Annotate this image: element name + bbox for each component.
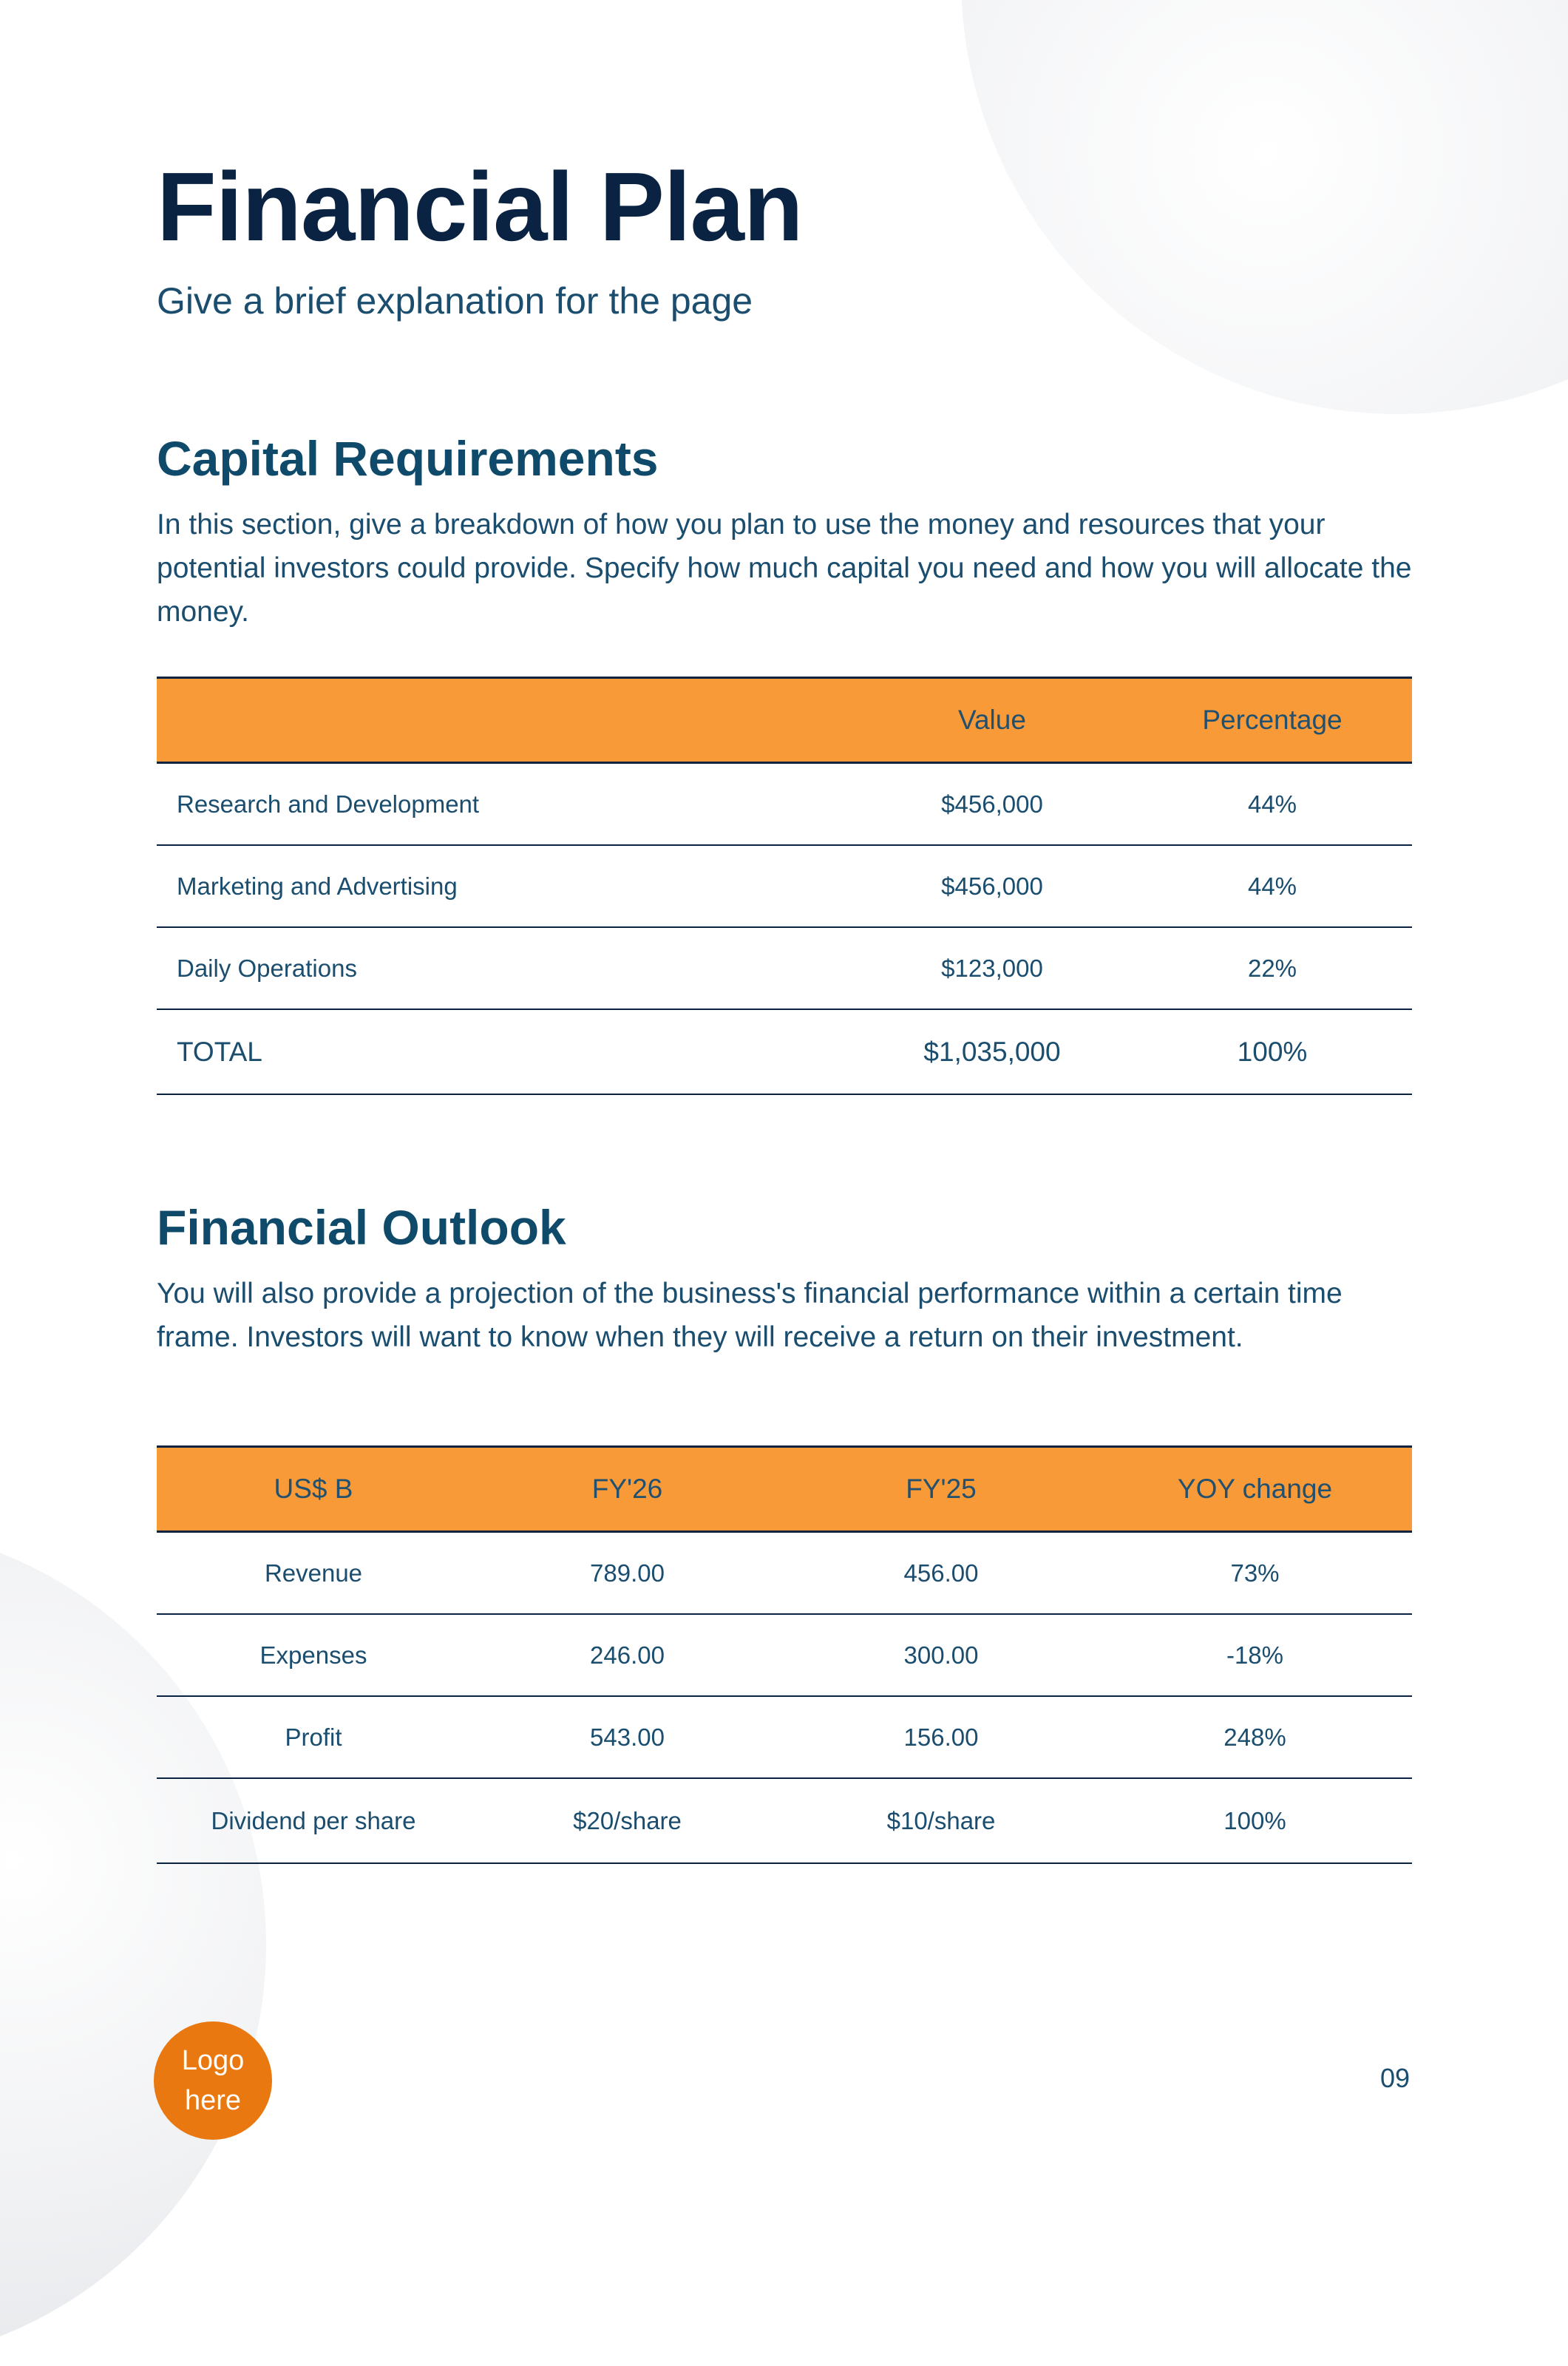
table-row (157, 1696, 1412, 1778)
row-fy26: 246.00 (470, 1614, 784, 1696)
page-number: 09 (1380, 2063, 1411, 2093)
capital-requirements-text: In this section, give a breakdown of how you plan to use the money and resources that your potential investors could provide. Specify how much capital you need and how you will allocate the money. (157, 509, 1412, 628)
total-value: $1,035,000 (852, 1009, 1133, 1094)
row-label: Profit (157, 1696, 470, 1778)
row-yoy: 100% (1098, 1778, 1412, 1863)
table-row (157, 763, 1412, 846)
financial-outlook-table (157, 1445, 1412, 1864)
row-yoy: -18% (1098, 1614, 1412, 1696)
row-fy25: 456.00 (784, 1532, 1098, 1615)
decorative-circle-top (961, 0, 1568, 414)
row-percentage: 44% (1133, 845, 1412, 927)
table-header-row (157, 678, 1412, 763)
financial-outlook-heading: Financial Outlook (157, 1200, 566, 1255)
column-header-fy25: FY'25 (784, 1447, 1098, 1532)
row-value: $456,000 (852, 763, 1133, 846)
row-label: Dividend per share (157, 1778, 470, 1863)
table-row (157, 1614, 1412, 1696)
capital-requirements-table (157, 677, 1412, 1095)
row-fy26: 543.00 (470, 1696, 784, 1778)
row-label: Daily Operations (157, 927, 852, 1009)
row-percentage: 44% (1133, 763, 1412, 846)
column-header-value: Value (852, 678, 1133, 763)
row-fy25: 156.00 (784, 1696, 1098, 1778)
row-value: $456,000 (852, 845, 1133, 927)
row-fy25: 300.00 (784, 1614, 1098, 1696)
table-row (157, 1778, 1412, 1863)
financial-outlook-text: You will also provide a projection of the business's financial performance within a certain time frame. Investors will want to know when they will receive a return on their investment. (157, 1278, 1343, 1353)
row-fy26: 789.00 (470, 1532, 784, 1615)
logo-text-line1: Logo (181, 2045, 245, 2076)
row-yoy: 248% (1098, 1696, 1412, 1778)
table-header-row (157, 1447, 1412, 1532)
row-label: Marketing and Advertising (157, 845, 852, 927)
row-label: Expenses (157, 1614, 470, 1696)
column-header-fy26: FY'26 (470, 1447, 784, 1532)
row-label: Revenue (157, 1532, 470, 1615)
total-label: TOTAL (157, 1009, 852, 1094)
table-row (157, 845, 1412, 927)
capital-requirements-heading: Capital Requirements (157, 431, 659, 486)
logo-text-line2: here (184, 2085, 242, 2116)
logo-placeholder (154, 2021, 272, 2140)
row-fy25: $10/share (784, 1778, 1098, 1863)
table-row (157, 927, 1412, 1009)
table-row (157, 1532, 1412, 1615)
row-fy26: $20/share (470, 1778, 784, 1863)
row-percentage: 22% (1133, 927, 1412, 1009)
column-header-yoy: YOY change (1098, 1447, 1412, 1532)
page-title: Financial Plan (157, 152, 803, 261)
row-yoy: 73% (1098, 1532, 1412, 1615)
row-label: Research and Development (157, 763, 852, 846)
column-header-percentage: Percentage (1133, 678, 1412, 763)
page-subtitle: Give a brief explanation for the page (157, 280, 753, 322)
column-header (157, 678, 852, 763)
column-header-currency: US$ B (157, 1447, 470, 1532)
table-total-row (157, 1009, 1412, 1094)
total-percentage: 100% (1133, 1009, 1412, 1094)
row-value: $123,000 (852, 927, 1133, 1009)
